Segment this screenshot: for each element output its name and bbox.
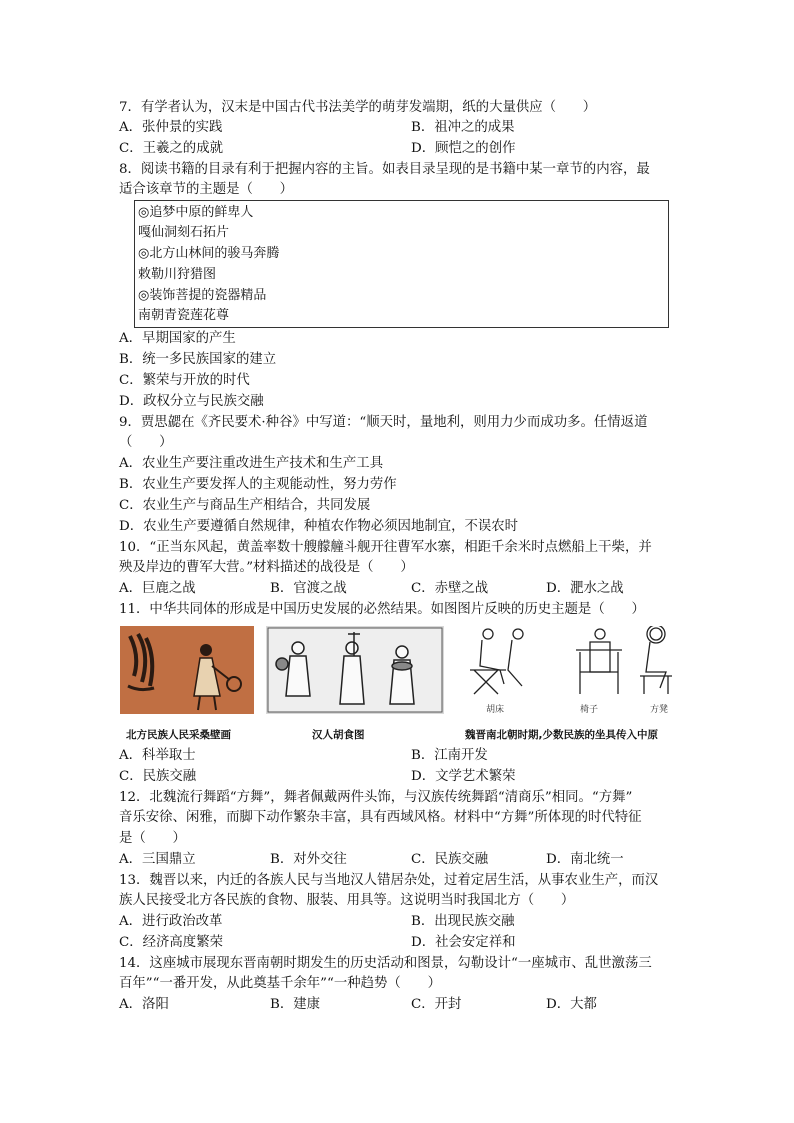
q10-stem-line2: 殃及岸边的曹军大营。”材料描述的战役是（ ） xyxy=(119,560,414,575)
label-hu-bed: 胡床 xyxy=(486,705,505,715)
q12-option-a[interactable]: A．三国鼎立 xyxy=(119,852,196,867)
q9-option-b[interactable]: B．农业生产要发挥人的主观能动性，努力劳作 xyxy=(119,477,397,492)
q8-option-a[interactable]: A．早期国家的产生 xyxy=(119,331,236,346)
q11-option-d[interactable]: D．文学艺术繁荣 xyxy=(411,769,516,784)
q12-stem-line1: 12．北魏流行舞蹈“方舞”，舞者佩戴两件头饰，与汉族传统舞蹈“清商乐”相同。“方舞” xyxy=(119,790,633,805)
q8-stem-line1: 8．阅读书籍的目录有利于把握内容的主旨。如表目录呈现的是书籍中某一章节的内容，最 xyxy=(119,162,650,177)
q10-option-c[interactable]: C．赤壁之战 xyxy=(411,581,489,596)
q14-stem-line2: 百年”“一番开发，从此奠基千余年”“一种趋势（ ） xyxy=(119,976,441,991)
q13-option-b[interactable]: B．出现民族交融 xyxy=(411,914,515,929)
q9-option-a[interactable]: A．农业生产要注重改进生产技术和生产工具 xyxy=(119,456,384,471)
label-chair: 椅子 xyxy=(580,705,599,715)
q10-stem-line1: 10．“正当东风起，黄盖率数十艘艨艟斗舰开往曹军水寨，相距千余米时点燃船上干柴，并 xyxy=(119,540,652,555)
q8-box-line: 嘎仙洞刻石拓片 xyxy=(138,225,230,240)
q8-stem-line2: 适合该章节的主题是（ ） xyxy=(119,182,294,197)
q14-stem-line1: 14．这座城市展现东晋南朝时期发生的历史活动和图景，勾勒设计“一座城市、乱世激荡三 xyxy=(119,956,652,971)
q13-option-a[interactable]: A．进行政治改革 xyxy=(119,914,223,929)
q14-option-c[interactable]: C．开封 xyxy=(411,997,462,1012)
caption-furniture: 魏晋南北朝时期,少数民族的坐具传入中原 xyxy=(465,729,658,741)
q12-option-c[interactable]: C．民族交融 xyxy=(411,852,489,867)
q12-stem-line2: 音乐安徐、闲雅，而脚下动作繁杂丰富，具有西域风格。材料中“方舞”所体现的时代特征 xyxy=(119,810,642,825)
q13-stem-line2: 族人民接受北方各民族的食物、服装、用具等。这说明当时我国北方（ ） xyxy=(119,893,575,908)
q7-option-d[interactable]: D．顾恺之的创作 xyxy=(411,141,516,156)
q8-option-c[interactable]: C．繁荣与开放的时代 xyxy=(119,373,250,388)
q14-option-a[interactable]: A．洛阳 xyxy=(119,997,169,1012)
q13-option-d[interactable]: D．社会安定祥和 xyxy=(411,935,516,950)
q14-option-d[interactable]: D．大都 xyxy=(546,997,597,1012)
q7-stem: 7．有学者认为，汉末是中国古代书法美学的萌芽发端期，纸的大量供应（ ） xyxy=(119,100,597,115)
q10-option-b[interactable]: B．官渡之战 xyxy=(270,581,347,596)
q13-option-c[interactable]: C．经济高度繁荣 xyxy=(119,935,223,950)
q9-option-d[interactable]: D．农业生产要遵循自然规律，种植农作物必须因地制宜，不误农时 xyxy=(119,519,519,534)
q12-option-d[interactable]: D．南北统一 xyxy=(546,852,624,867)
q12-stem-line3: 是（ ） xyxy=(119,831,186,846)
q9-option-c[interactable]: C．农业生产与商品生产相结合，共同发展 xyxy=(119,498,371,513)
q11-option-a[interactable]: A．科举取士 xyxy=(119,748,196,763)
seating-furniture-image xyxy=(460,626,674,714)
q10-option-d[interactable]: D．淝水之战 xyxy=(546,581,624,596)
q11-option-c[interactable]: C．民族交融 xyxy=(119,769,197,784)
q8-box-line: ◎北方山林间的骏马奔腾 xyxy=(138,246,280,261)
q9-stem-line2: （ ） xyxy=(119,435,173,450)
q14-option-b[interactable]: B．建康 xyxy=(270,997,321,1012)
q7-option-b[interactable]: B．祖冲之的成果 xyxy=(411,120,515,135)
label-stool: 方凳 xyxy=(650,705,669,715)
q10-option-a[interactable]: A．巨鹿之战 xyxy=(119,581,196,596)
q7-option-c[interactable]: C．王羲之的成就 xyxy=(119,141,223,156)
q7-option-a[interactable]: A．张仲景的实践 xyxy=(119,120,223,135)
q8-option-d[interactable]: D．政权分立与民族交融 xyxy=(119,394,264,409)
q12-option-b[interactable]: B．对外交往 xyxy=(270,852,347,867)
caption-mural: 北方民族人民采桑壁画 xyxy=(126,729,231,741)
caption-hu-food: 汉人胡食图 xyxy=(312,729,365,741)
q11-option-b[interactable]: B．江南开发 xyxy=(411,748,488,763)
q8-option-b[interactable]: B．统一多民族国家的建立 xyxy=(119,352,277,367)
q9-stem-line1: 9．贾思勰在《齐民要术·种谷》中写道：“顺天时，量地利，则用力少而成功多。任情返道 xyxy=(119,415,648,430)
q8-box-line: ◎装饰菩提的瓷器精品 xyxy=(138,288,267,303)
q13-stem-line1: 13．魏晋以来，内迁的各族人民与当地汉人错居杂处，过着定居生活，从事农业生产，而汉 xyxy=(119,873,659,888)
q8-box-line: ◎追梦中原的鲜卑人 xyxy=(138,205,254,220)
q8-box-line: 南朝青瓷莲花尊 xyxy=(138,308,230,323)
q8-box-line: 敕勒川狩猎图 xyxy=(138,267,217,282)
q11-stem: 11．中华共同体的形成是中国历史发展的必然结果。如图图片反映的历史主题是（ ） xyxy=(119,602,645,617)
mulberry-mural-image xyxy=(120,626,254,714)
hu-food-image xyxy=(266,626,444,714)
